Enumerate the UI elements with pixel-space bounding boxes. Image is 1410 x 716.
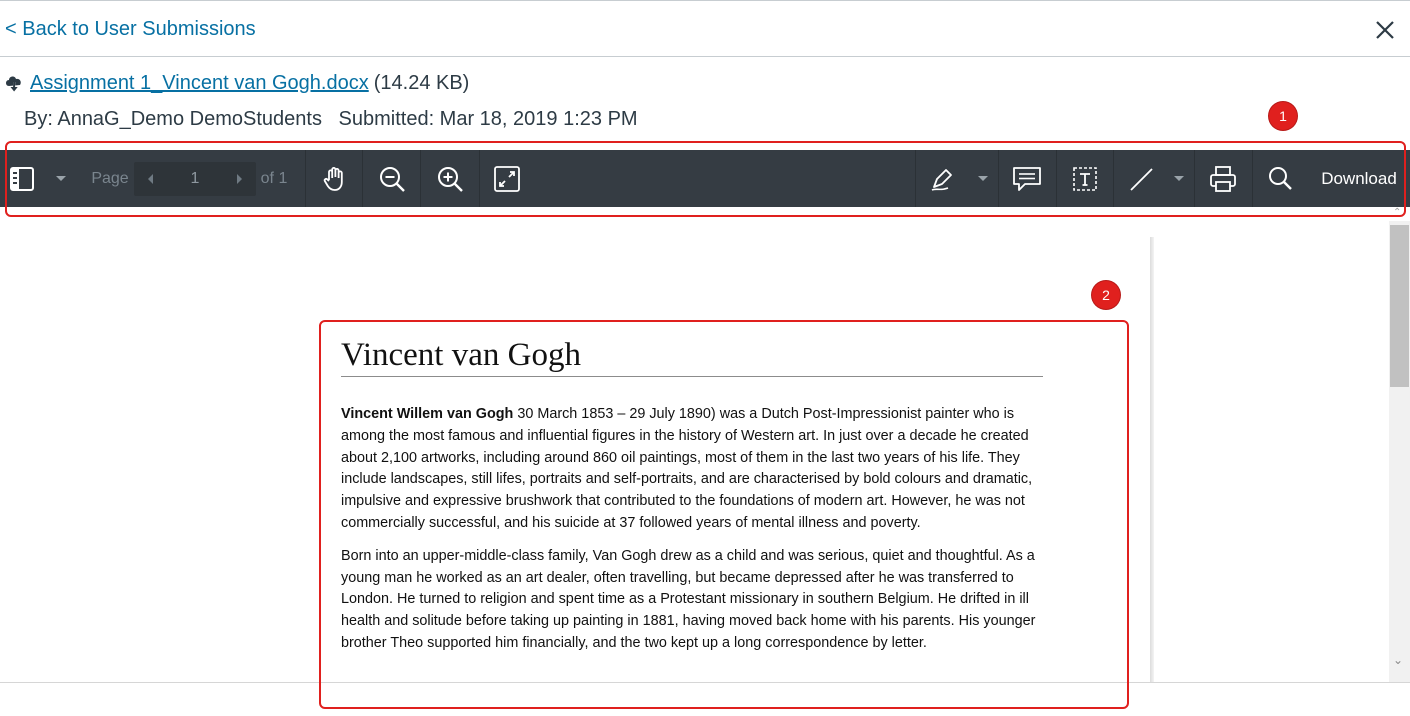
highlight-box-toolbar (5, 141, 1406, 217)
document-title: Vincent van Gogh (341, 337, 1043, 377)
page-number-input[interactable]: 1 (190, 170, 200, 187)
scroll-up-icon[interactable]: ⌃ (1393, 207, 1402, 218)
paragraph-text: 30 March 1853 – 29 July 1890) was a Dutch Post-Impressionist painter who is among the most famous and influential figures in the history of Western art. In just over a decade he created about 2,100 artworks, including around 860 oil paintings, most of them in the last two years of his life. They include landscapes, still lifes, portraits and self-portraits, and are characterised by bold colours and dramatic, impulsive and expressive brushwork that contributed to the foundations of modern art. However, he was not commercially successful, and his suicide at 37 followed years of mental illness and poverty. (341, 406, 1033, 531)
submitted-by: By: AnnaG_Demo DemoStudents (24, 108, 322, 130)
submitted-date: Submitted: Mar 18, 2019 1:23 PM (338, 108, 638, 130)
annotation-badge: 1 (1269, 102, 1297, 130)
paragraph-bold-lead: Vincent Willem van Gogh (341, 406, 514, 422)
page-edge-shadow (1150, 237, 1154, 682)
file-name-link[interactable]: Assignment 1_Vincent van Gogh.docx (30, 71, 369, 94)
file-size: (14.24 KB) (373, 71, 470, 94)
top-bar (0, 0, 1410, 57)
page-label: Page (91, 169, 129, 187)
document-paragraph: Born into an upper-middle-class family, Van Gogh drew as a child and was serious, quiet and thoughtful. As a young man he worked as an art dealer, often travelling, but became depressed after he was transferred to London. He turned to religion and spent time as a Protestant missionary in southern Belgium. He drifted in ill health and solitude before taking up painting in 1881, having moved back home with his parents. His younger brother Theo supported him financially, and the two kept up a long correspondence by letter. (341, 547, 1036, 651)
file-info-row (4, 70, 469, 96)
close-icon[interactable] (1374, 19, 1396, 41)
scrollbar-thumb[interactable] (1390, 225, 1409, 387)
cloud-download-icon[interactable] (4, 73, 24, 93)
back-to-submissions-link[interactable]: < Back to User Submissions (5, 18, 256, 40)
highlight-box-document (319, 320, 1129, 709)
annotation-badge: 2 (1092, 281, 1120, 309)
page-total: of 1 (260, 169, 288, 187)
submission-meta (24, 108, 638, 131)
download-button[interactable]: Download (1321, 168, 1397, 188)
scroll-down-icon[interactable]: ⌄ (1393, 653, 1404, 667)
